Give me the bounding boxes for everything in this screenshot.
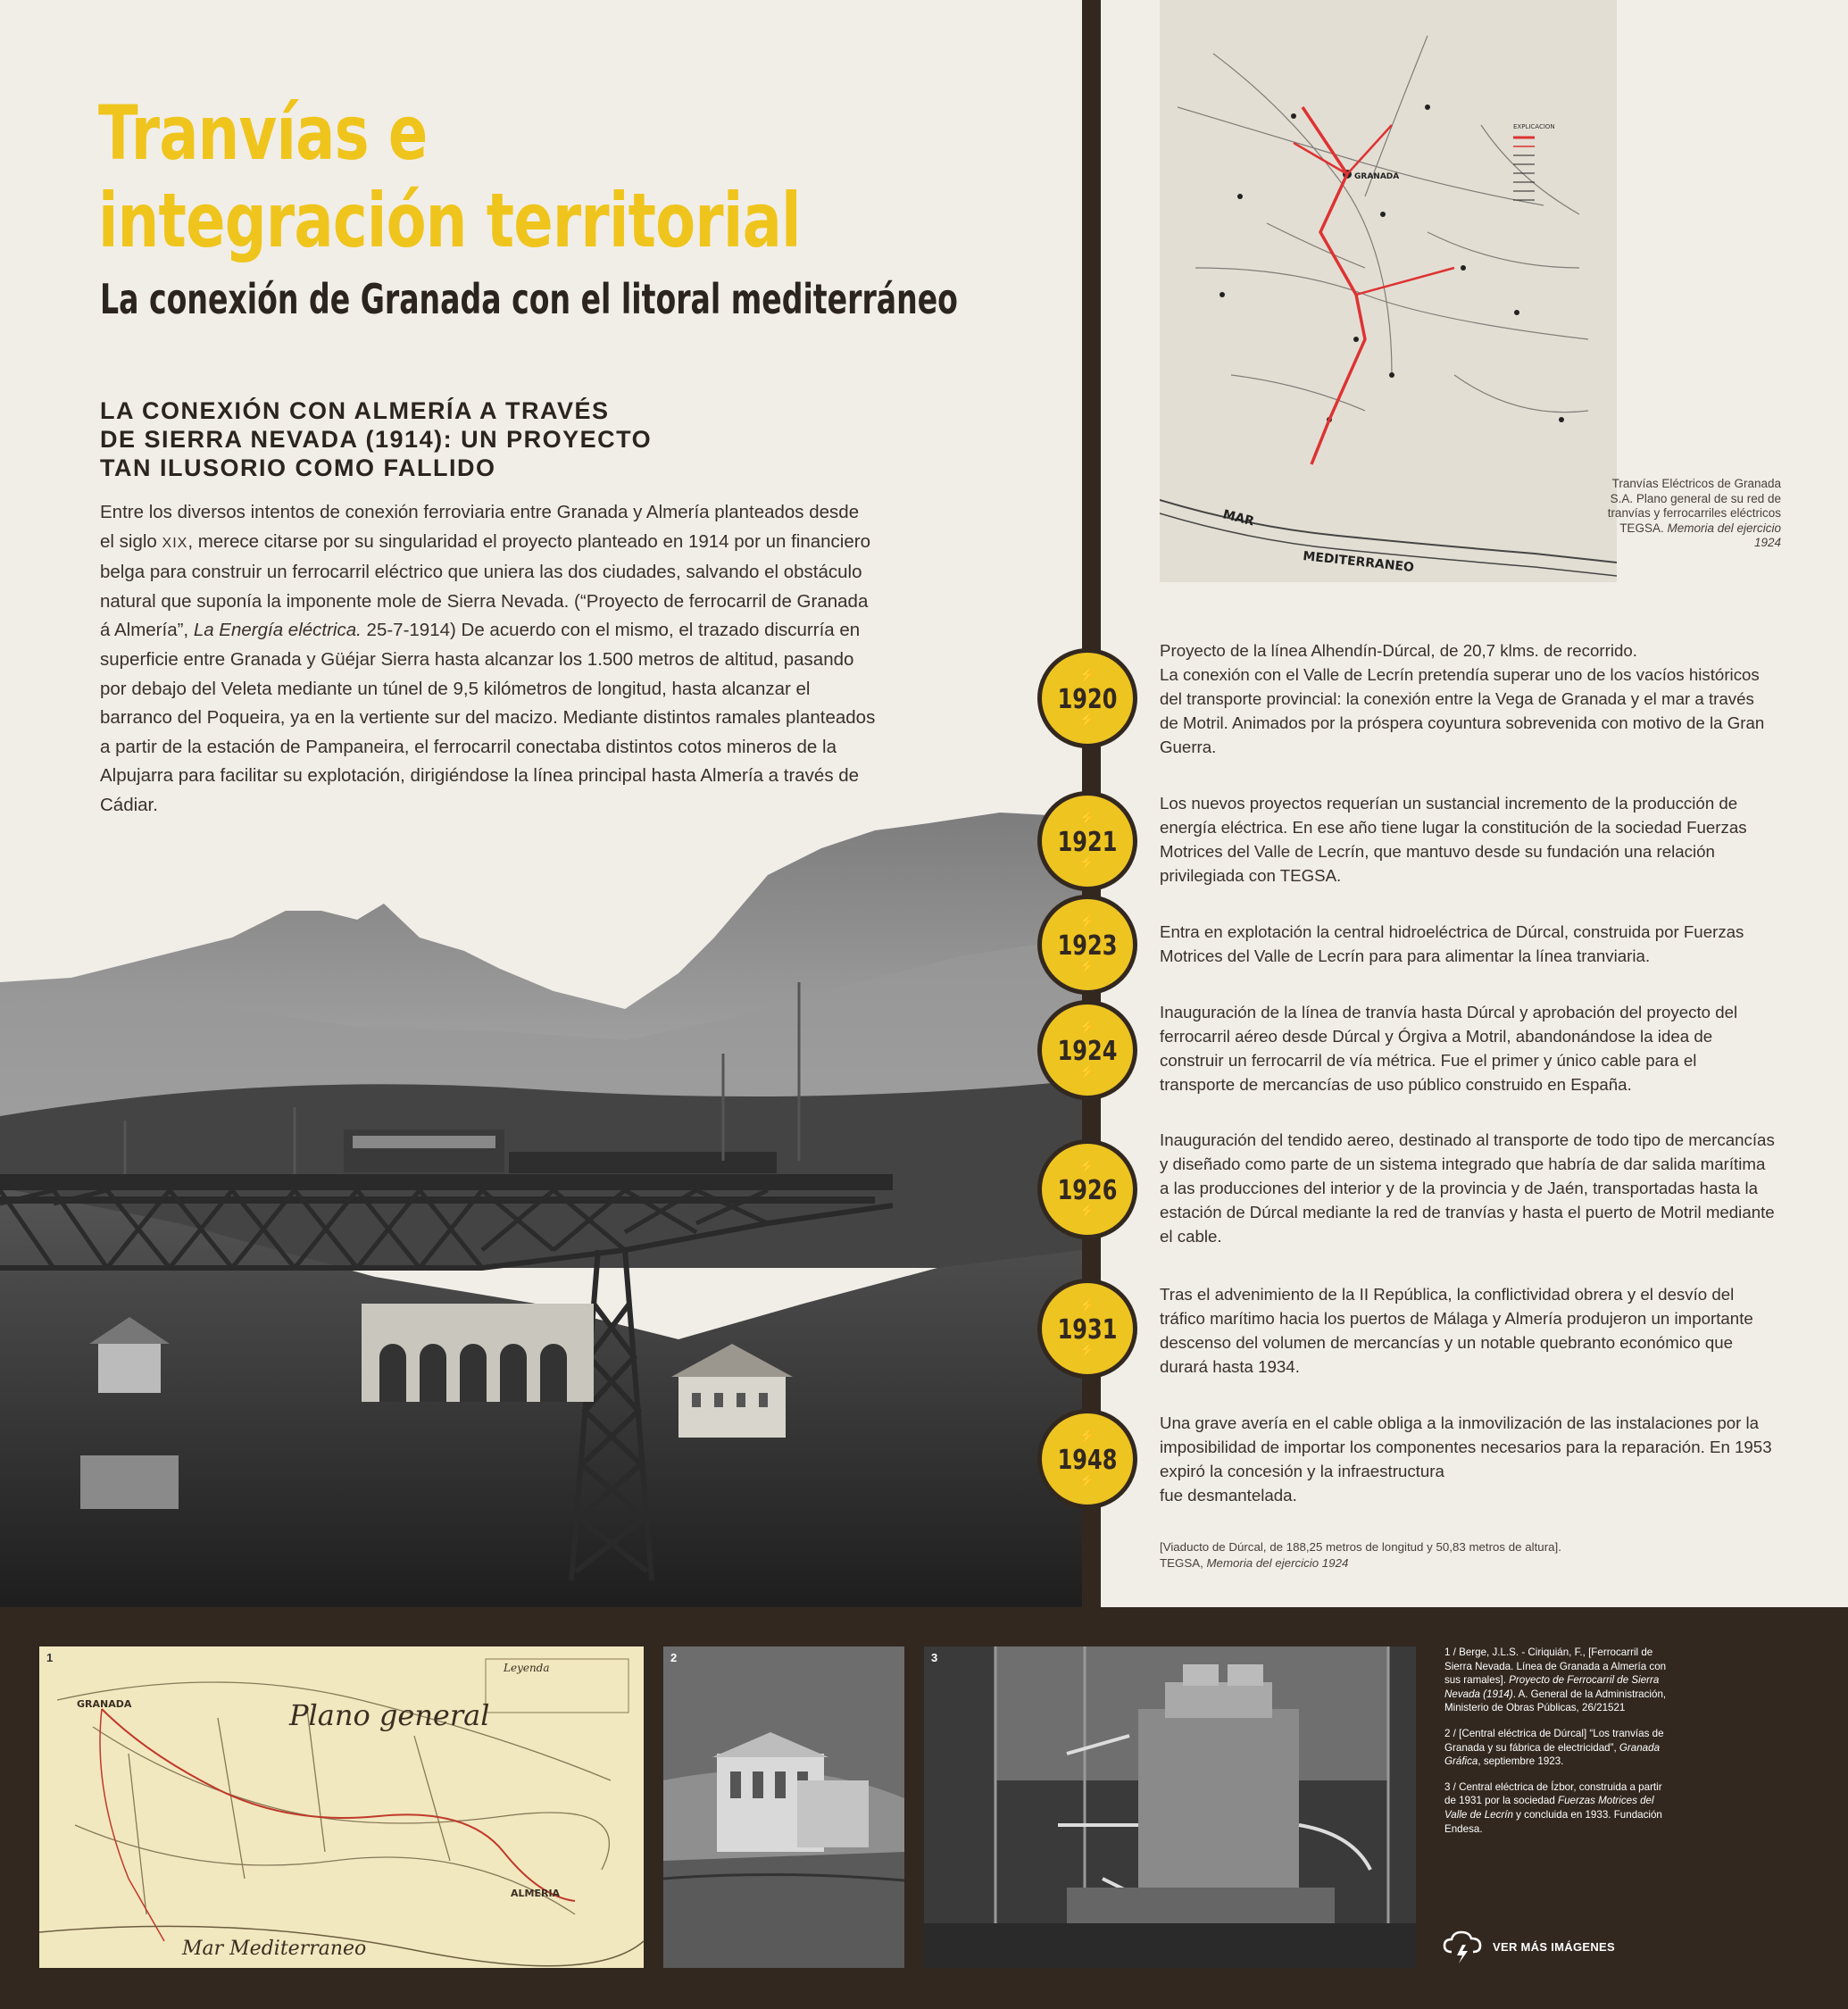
year-badge-1931 <box>1037 1279 1137 1379</box>
thumb1-almeria: ALMERIA <box>511 1888 561 1899</box>
thumb1-granada: GRANADA <box>77 1698 132 1710</box>
map-sea-label-2: MEDITERRANEO <box>1302 549 1415 576</box>
thumb1-sea: Mar Mediterraneo <box>182 1938 367 1960</box>
bolt-icon: ⚡ <box>1078 1298 1096 1313</box>
ref1-archive: . A. General de la Administración, Ministerio de Obras Públicas, 26/21521 <box>1444 1688 1667 1714</box>
year-badge-1923 <box>1037 895 1137 995</box>
year-label: 1923 <box>1057 930 1118 962</box>
ref2-desc: 2 / [Central eléctrica de Dúrcal] “Los tranvías de Granada y su fábrica de electricidad”, <box>1444 1727 1664 1754</box>
page-subtitle: La conexión de Granada con el litoral mediterráneo <box>100 275 958 323</box>
year-label: 1926 <box>1057 1175 1118 1206</box>
year-label: 1921 <box>1057 827 1118 858</box>
network-map-image <box>1160 0 1617 582</box>
ref1-authors: 1 / Berge, J.L.S. - Ciriquián, F., [Ferrocarril de Sierra Nevada. Línea de Granada a Almería con sus ramales]. <box>1444 1646 1667 1687</box>
year-label: 1931 <box>1057 1314 1118 1346</box>
year-badge-1924 <box>1037 1000 1137 1100</box>
map-city-label: GRANADA <box>1354 172 1400 181</box>
viaduct-photo <box>0 804 1082 1607</box>
bolt-icon: ⚡ <box>1078 713 1096 728</box>
image-references <box>1444 1646 1668 1847</box>
year-label: 1948 <box>1057 1445 1118 1476</box>
thumbnail-railway-map[interactable] <box>39 1646 644 1968</box>
reference-2 <box>1444 1727 1668 1769</box>
see-more-label: VER MÁS IMÁGENES <box>1493 1939 1615 1954</box>
year-badge-1926 <box>1037 1139 1137 1239</box>
map-caption-text: Tranvías Eléctricos de Granada S.A. Plano general de su red de tranvías y ferrocarriles eléctricos TEGSA. <box>1607 477 1781 535</box>
bolt-icon: ⚡ <box>1078 1473 1096 1488</box>
intro-source-title: La Energía eléctrica. <box>193 620 362 641</box>
map-sea-label-1: MAR <box>1221 507 1256 529</box>
timeline-entry-1948: Una grave avería en el cable obliga a la inmovilización de las instalaciones por la imposibilidad de importar los componentes necesarios para la reparación. En 1953 expiró la concesión y la infraestructura fue desmantelada. <box>1160 1413 1772 1505</box>
thumb1-legend: Leyenda <box>504 1662 550 1674</box>
thumbnail-index: 1 <box>46 1651 54 1664</box>
thumbnail-index: 3 <box>931 1651 938 1664</box>
page-title <box>98 89 850 264</box>
ref2-title: Granada Gráfica <box>1444 1741 1661 1768</box>
map-caption <box>1602 477 1781 551</box>
photo-caption-source-title: Memoria del ejercicio 1924 <box>1206 1556 1349 1570</box>
reference-3 <box>1444 1780 1668 1836</box>
bolt-icon: ⚡ <box>1078 914 1096 929</box>
year-badge-1920 <box>1037 648 1137 748</box>
bolt-icon: ⚡ <box>1078 1204 1096 1219</box>
thumbnail-turbine-hall[interactable] <box>924 1646 1416 1968</box>
timeline-entry-1923: Entra en explotación la central hidroeléctrica de Dúrcal, construida por Fuerzas Motrices del Valle de Lecrín para para alimentar la línea tranviaria. <box>1160 922 1744 965</box>
intro-paragraph <box>100 498 877 821</box>
reference-1 <box>1444 1646 1668 1715</box>
map-caption-source: Memoria del ejercicio 1924 <box>1667 521 1781 549</box>
intro-text-3: 25-7-1914) De acuerdo con el mismo, el trazado discurría en superficie entre Granada y Güéjar Sierra hasta alcanzar los 1.500 metros de altitud, pasando por debajo del Veleta mediante un túnel de 9,5 kilómetros de longitud, hasta alcanzar el barranco del Poqueira, ya en la vertiente sur del macizo. Mediante distintos ramales planteados a partir de la estación de Pampaneira, el ferrocarril conectaba distintos cotos mineros de la Alpujarra para facilitar su explotación, dirigiéndose la línea principal hasta Almería a través de Cádiar. <box>100 620 876 815</box>
ref3-desc: 3 / Central eléctrica de Ízbor, construida a partir de 1931 por la sociedad <box>1444 1780 1662 1807</box>
title-line-1: Tranvías e <box>98 89 428 177</box>
bolt-icon: ⚡ <box>1078 1429 1096 1444</box>
timeline-entry-1921: Los nuevos proyectos requerían un sustancial incremento de la producción de energía eléctrica. En ese año tiene lugar la constitución de la sociedad Fuerzas Motrices del Valle de Lecrín, que mantuvo desde su fundación una relación privilegiada con TEGSA. <box>1160 794 1747 885</box>
timeline-entry-1920: Proyecto de la línea Alhendín-Dúrcal, de 20,7 klms. de recorrido. La conexión con el Valle de Lecrín pretendía superar uno de los vacíos históricos del transporte provincial: la conexión entre la Vega de Granada y el mar a través de Motril. Animados por la próspera coyuntura sobrevenida con motivo de la Gran Guerra. <box>1160 641 1765 756</box>
year-label: 1920 <box>1057 684 1118 715</box>
photo-caption-source: TEGSA, <box>1160 1556 1207 1570</box>
bolt-icon: ⚡ <box>1078 1343 1096 1358</box>
bolt-icon: ⚡ <box>1078 811 1096 826</box>
bolt-icon: ⚡ <box>1078 959 1096 974</box>
year-badge-1948 <box>1037 1409 1137 1509</box>
ref1-title: Proyecto de Ferrocarril de Sierra Nevada (1914) <box>1444 1674 1660 1700</box>
bolt-icon: ⚡ <box>1078 1020 1096 1035</box>
bolt-icon: ⚡ <box>1078 1064 1096 1080</box>
title-line-2: integración territorial <box>98 177 801 264</box>
century-roman: XIX <box>162 535 188 551</box>
timeline-entry-1924: Inauguración de la línea de tranvía hasta Dúrcal y aprobación del proyecto del ferrocarril aéreo desde Dúrcal y Órgiva a Motril, abandonándose la idea de construir un ferrocarril de vía métrica. Fue el primer y único cable para el transporte de mercancías de uso público construido en España. <box>1160 1003 1738 1094</box>
see-more-images-link[interactable] <box>1443 1929 1615 1964</box>
timeline-entry-1926: Inauguración del tendido aereo, destinado al transporte de todo tipo de mercancías y diseñado como parte de un sistema integrado que habría de dar salida marítima a las producciones del interior y de la provincia y de Jaén, transportadas hasta la estación de Dúrcal mediante la red de tranvías y hasta el puerto de Motril mediante el cable. <box>1160 1130 1775 1246</box>
map-legend-title: EXPLICACION <box>1513 123 1555 130</box>
section-heading: LA CONEXIÓN CON ALMERÍA A TRAVÉS DE SIERRA NEVADA (1914): UN PROYECTO TAN ILUSORIO COMO FALLIDO <box>100 397 653 481</box>
year-label: 1924 <box>1057 1036 1118 1067</box>
thumbnail-power-plant[interactable] <box>663 1646 904 1968</box>
thumbnail-index: 2 <box>670 1651 678 1664</box>
bolt-icon: ⚡ <box>1078 1159 1096 1174</box>
ref2-date: , septiembre 1923. <box>1478 1755 1564 1768</box>
bolt-icon: ⚡ <box>1078 668 1096 683</box>
year-badge-1921 <box>1037 791 1137 891</box>
thumb1-title: Plano general <box>289 1698 490 1732</box>
photo-caption-line-1: [Viaducto de Dúrcal, de 188,25 metros de longitud y 50,83 metros de altura]. <box>1160 1540 1561 1554</box>
intro-text-1: Entre los diversos intentos de conexión ferroviaria entre Granada y Almería planteados desde el siglo <box>100 502 860 552</box>
intro-text-2: , merece citarse por su singularidad el proyecto planteado en 1914 por un financiero belga para construir un ferrocarril eléctrico que uniera las dos ciudades, salvando el obstáculo natural que suponía la imponente mole de Sierra Nevada. (“Proyecto de ferrocarril de Granada á Almería”, <box>100 530 870 641</box>
ref3-company: Fuerzas Motrices del Valle de Lecrín <box>1444 1795 1654 1821</box>
ref3-source: y concluida en 1933. Fundación Endesa. <box>1444 1808 1662 1835</box>
bolt-icon: ⚡ <box>1078 855 1096 871</box>
timeline-entry-1931: Tras el advenimiento de la II República, la conflictividad obrera y el desvío del tráfico marítimo hacia los puertos de Málaga y Almería produjeron un importante descenso del volumen de mercancías y un notable quebranto económico que durará hasta 1934. <box>1160 1285 1753 1376</box>
photo-caption <box>1160 1539 1785 1571</box>
photo-caption-line-2 <box>1160 1555 1785 1571</box>
cloud-lightning-icon <box>1443 1929 1484 1964</box>
